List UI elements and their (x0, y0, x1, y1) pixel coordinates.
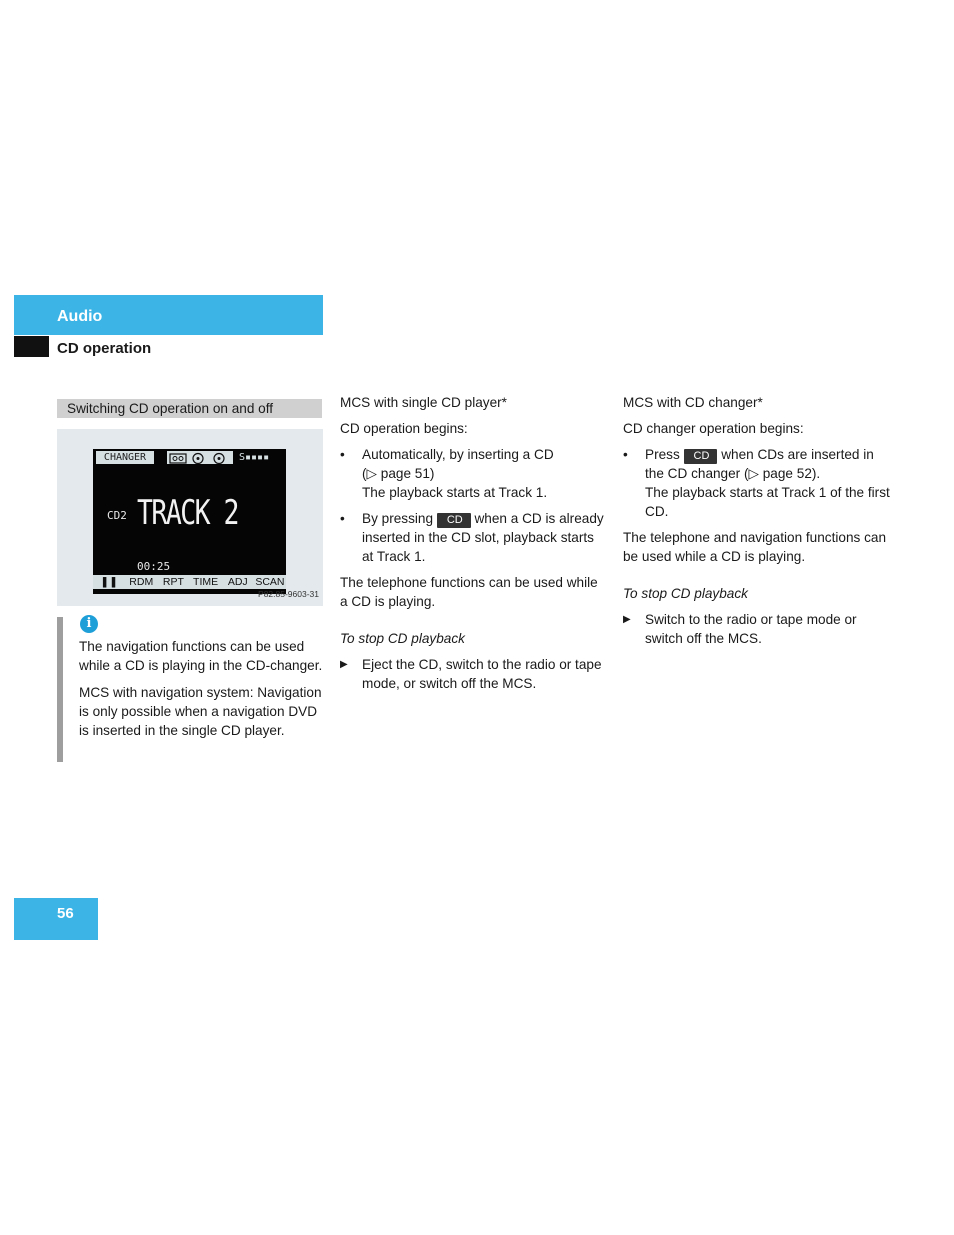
middle-intro: CD operation begins: (340, 421, 468, 436)
middle-heading: MCS with single CD player* (340, 395, 507, 410)
media-icons (167, 451, 233, 464)
bullet-line: The playback starts at Track 1 of the first CD. (645, 485, 890, 519)
section-title: Audio (57, 308, 103, 325)
middle-stop-steps (340, 655, 608, 693)
display-screen (93, 449, 286, 594)
softkey-adj: ADJ (222, 575, 254, 589)
left-heading-text: Switching CD operation on and off (67, 401, 274, 416)
time-readout: 00:25 (137, 560, 171, 573)
bullet-marker: • (340, 447, 345, 462)
subsection-title: CD operation (57, 340, 152, 357)
track-readout: TRACK 2 (137, 493, 238, 533)
section-header (14, 295, 323, 335)
bullet-text: when a CD is already inserted in the CD slot, playback starts at Track 1. (362, 511, 604, 564)
mode-tag: CHANGER (96, 451, 154, 464)
softkey-pause: ❚❚ (93, 575, 125, 589)
step-text: Eject the CD, switch to the radio or tape mode, or switch off the MCS. (362, 657, 602, 691)
cd-number: CD2 (107, 509, 127, 522)
bullet-text: Press (645, 447, 680, 462)
right-note: The telephone and navigation functions can be used while a CD is playing. (623, 530, 887, 564)
right-heading: MCS with CD changer* (623, 395, 763, 410)
page-reference: (▷ page 51) (362, 466, 435, 481)
cd-button-key: CD (684, 449, 718, 464)
step-arrow-icon: ▶ (340, 659, 348, 670)
signal-indicator: S▪▪▪▪ (239, 452, 270, 463)
softkey-rdm: RDM (125, 575, 157, 589)
softkey-time: TIME (190, 575, 222, 589)
bullet-text: By pressing (362, 511, 434, 526)
bullet-marker: • (623, 447, 628, 462)
info-note (79, 637, 329, 748)
bullet-line: Automatically, by inserting a CD (362, 447, 554, 462)
list-item (623, 610, 891, 648)
cd-button-key: CD (437, 513, 471, 528)
bullet-text: when CDs are inserted in the CD changer (▷ page 52). (645, 447, 874, 481)
right-stop-heading: To stop CD playback (623, 586, 748, 601)
info-icon: i (80, 615, 98, 633)
right-bullets (623, 445, 891, 521)
list-item (340, 655, 608, 693)
subsection-marker (14, 336, 49, 357)
list-item (340, 509, 608, 566)
info-paragraph: The navigation functions can be used while a CD is playing in the CD-changer. (79, 639, 323, 673)
bullet-marker: • (340, 511, 345, 526)
page-number: 56 (57, 905, 74, 922)
bullet-line: The playback starts at Track 1. (362, 485, 548, 500)
right-stop-steps (623, 610, 891, 648)
right-column (623, 393, 891, 655)
list-item (623, 445, 891, 521)
middle-note: The telephone functions can be used while a CD is playing. (340, 575, 598, 609)
list-item (340, 445, 608, 502)
softkey-scan: SCAN (255, 576, 285, 588)
info-side-bar (57, 617, 63, 762)
step-arrow-icon: ▶ (623, 614, 631, 625)
middle-bullets (340, 445, 608, 566)
cassette-cd-icons (167, 452, 233, 465)
info-paragraph: MCS with navigation system: Navigation is only possible when a navigation DVD is inserted in the single CD player. (79, 685, 322, 738)
step-text: Switch to the radio or tape mode or switch off the MCS. (645, 612, 857, 646)
middle-column (340, 393, 608, 700)
cd-display-illustration (57, 429, 323, 606)
page-number-box (14, 898, 98, 940)
left-heading (57, 399, 322, 418)
middle-stop-heading: To stop CD playback (340, 631, 465, 646)
figure-reference: P82.85-9603-31 (258, 589, 319, 599)
right-intro: CD changer operation begins: (623, 421, 804, 436)
softkey-rpt: RPT (157, 575, 189, 589)
